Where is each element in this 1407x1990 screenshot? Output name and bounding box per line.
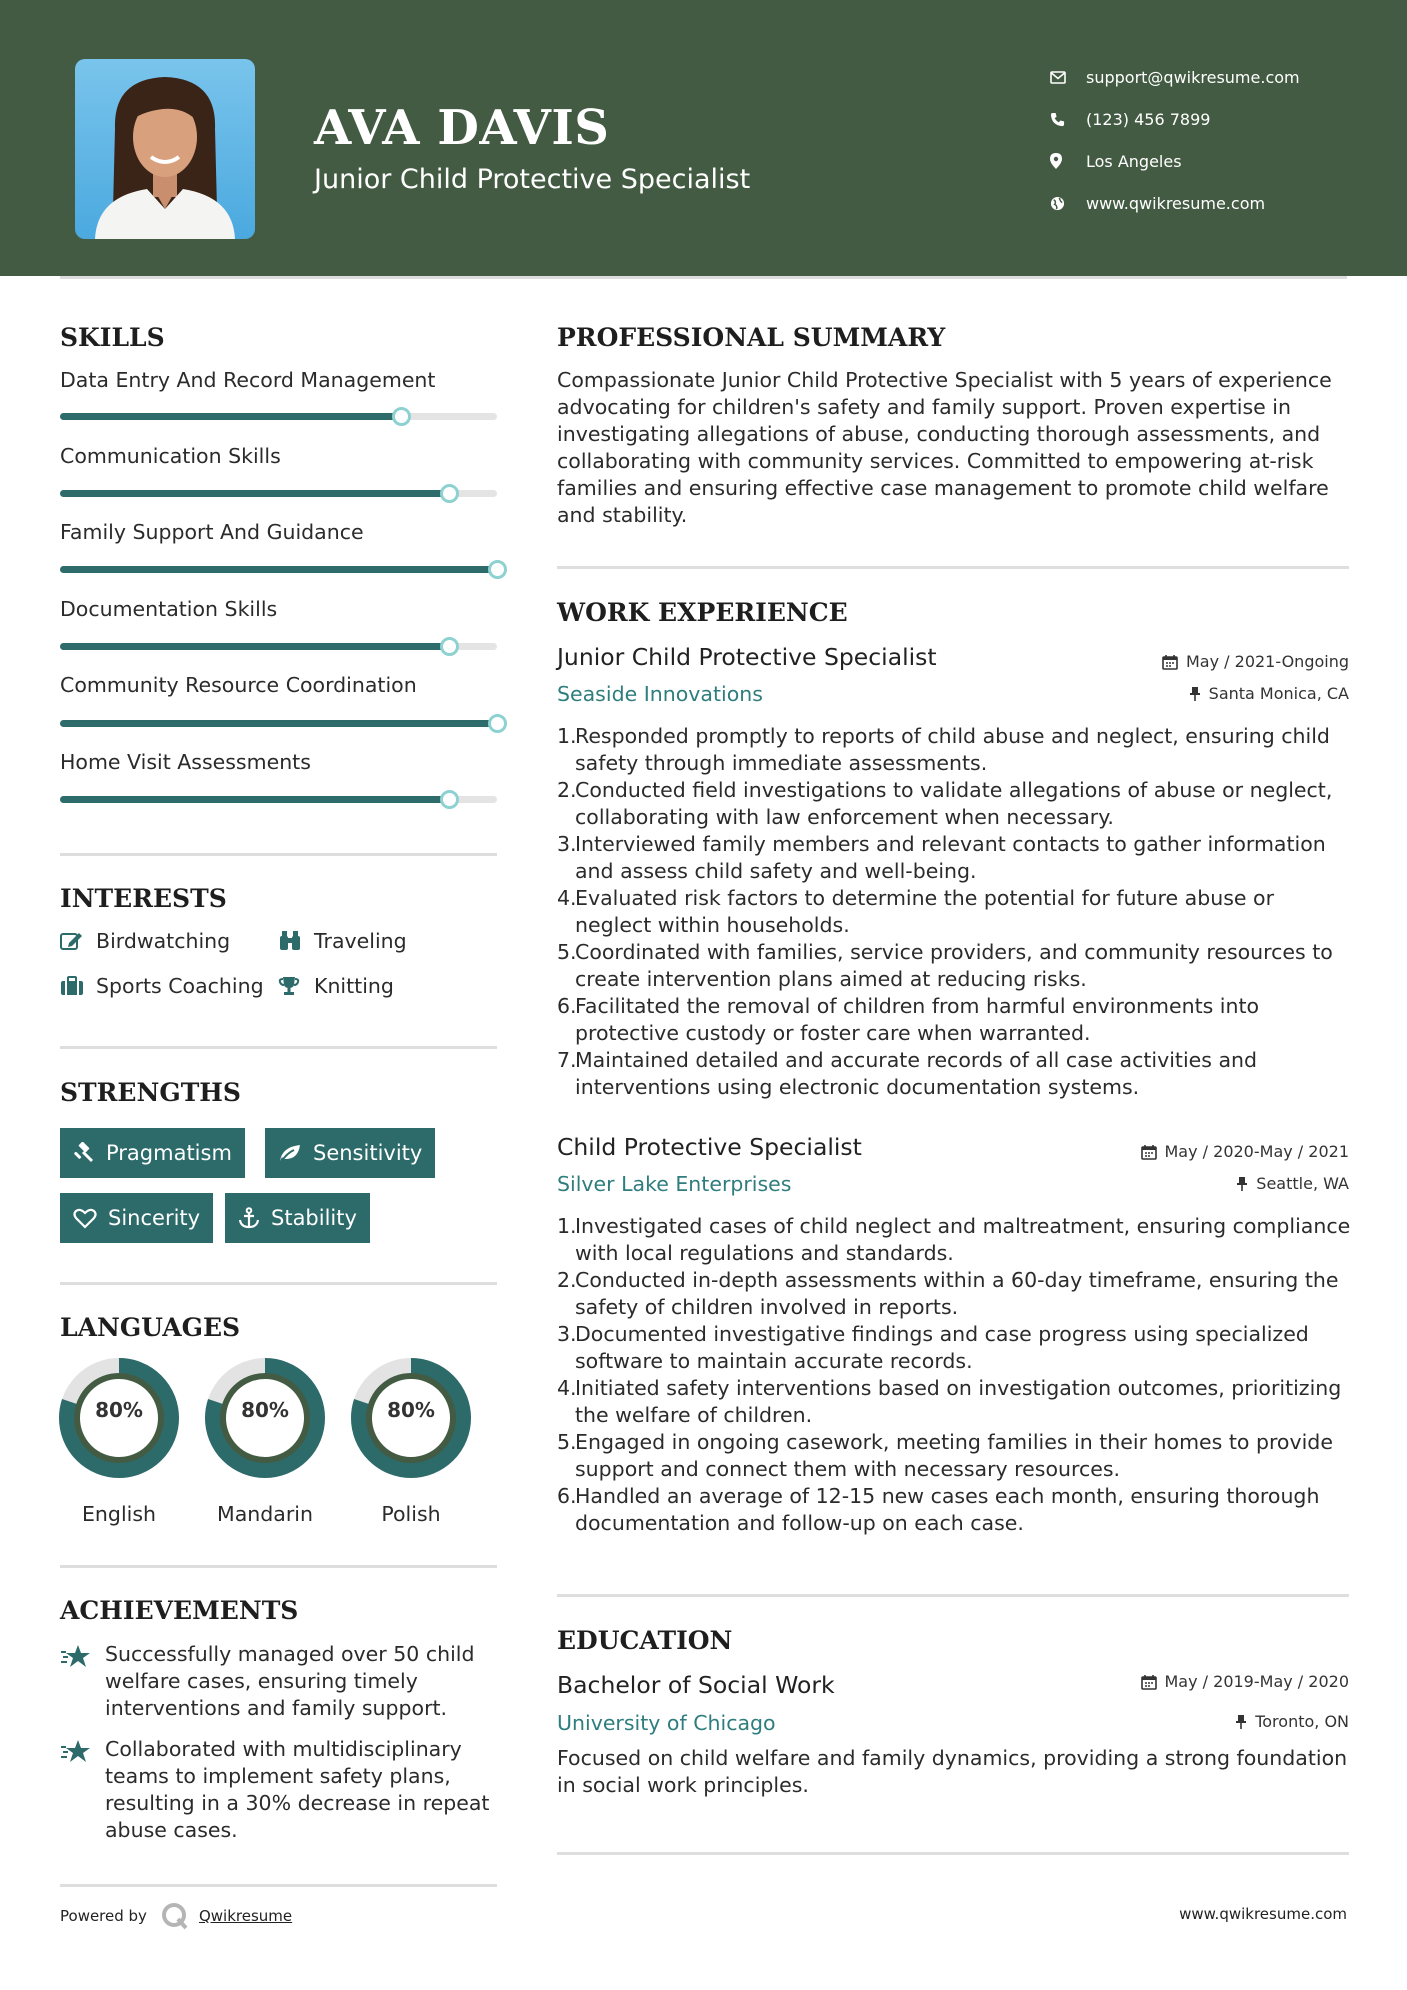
interest-label: Traveling <box>314 929 407 953</box>
job-bullet: 7. Maintained detailed and accurate records of all case activities and interventions using electronic documentation systems. <box>557 1047 1352 1101</box>
job-location-text: Santa Monica, CA <box>1208 684 1349 703</box>
job-bullet: 3. Documented investigative findings and case progress using specialized software to maintain accurate records. <box>557 1321 1352 1375</box>
skill-bar-knob <box>440 484 459 503</box>
interests-heading: INTERESTS <box>60 884 227 913</box>
education-dates-text: May / 2019-May / 2020 <box>1164 1672 1349 1691</box>
powered-by <box>60 1902 292 1930</box>
skill-bar-fill <box>60 643 449 650</box>
section-divider <box>557 1594 1349 1597</box>
education-description: Focused on child welfare and family dynamics, providing a strong foundation in social work principles. <box>557 1746 1348 1797</box>
contact-website[interactable] <box>1050 182 1300 224</box>
skill-bar-fill <box>60 490 449 497</box>
section-divider <box>60 1282 497 1285</box>
qwikresume-logo-icon <box>161 1902 189 1930</box>
strengths-heading: STRENGTHS <box>60 1078 241 1107</box>
job-bullet: 1. Investigated cases of child neglect and maltreatment, ensuring compliance with local regulations and standards. <box>557 1214 1351 1265</box>
language-percent: 80% <box>95 1398 143 1422</box>
skill-bar-fill <box>60 796 449 803</box>
skill-bar-knob <box>488 714 507 733</box>
summary-text: Compassionate Junior Child Protective Specialist with 5 years of experience advocating for children's safety and family support. Proven expertise in investigating allegations of abuse, conducting thorough assessments, and collaborating with community services. Committed to empowering at-risk families and ensuring effective case management to promote child welfare and stability. <box>557 368 1332 527</box>
school-name: University of Chicago <box>557 1711 776 1735</box>
language-item <box>57 1356 181 1526</box>
job-dates <box>1141 1142 1350 1161</box>
pushpin-icon <box>1236 1176 1248 1192</box>
languages-heading: LANGUAGES <box>60 1313 241 1342</box>
strength-chip <box>60 1193 213 1243</box>
job-bullet-text: Initiated safety interventions based on investigation outcomes, prioritizing the welfare of children. <box>575 1376 1342 1427</box>
job-location-text: Seattle, WA <box>1256 1174 1349 1193</box>
gavel-icon <box>73 1142 95 1164</box>
leaf-icon <box>278 1143 302 1163</box>
job-bullet-text: Investigated cases of child neglect and maltreatment, ensuring compliance with local regulations and standards. <box>575 1214 1351 1265</box>
language-name: Polish <box>381 1502 441 1526</box>
experience-heading: WORK EXPERIENCE <box>557 598 848 627</box>
strength-chip <box>225 1193 370 1243</box>
section-divider <box>60 1884 497 1887</box>
contact-phone[interactable] <box>1050 98 1300 140</box>
education-dates <box>1141 1672 1350 1691</box>
skill-bar <box>60 566 497 573</box>
strength-label: Sensitivity <box>313 1141 423 1165</box>
phone-icon <box>1050 112 1086 127</box>
job-title: Junior Child Protective Specialist <box>557 643 937 671</box>
contact-email[interactable] <box>1050 56 1300 98</box>
job-dates-text: May / 2020-May / 2021 <box>1164 1142 1349 1161</box>
company-name: Silver Lake Enterprises <box>557 1172 792 1196</box>
star-icon <box>60 1736 105 1844</box>
language-name: English <box>81 1502 157 1526</box>
job-bullet-text: Evaluated risk factors to determine the potential for future abuse or neglect within households. <box>575 886 1275 937</box>
strength-chip <box>60 1128 245 1178</box>
skill-bar-knob <box>440 637 459 656</box>
skill-label: Documentation Skills <box>60 597 278 621</box>
job-bullet-text: Conducted field investigations to validate allegations of abuse or neglect, collaborating with law enforcement when necessary. <box>575 778 1333 829</box>
achievement-text: Successfully managed over 50 child welfare cases, ensuring timely interventions and family support. <box>105 1642 475 1720</box>
header-divider <box>60 276 1347 279</box>
job-bullet: 4. Evaluated risk factors to determine the potential for future abuse or neglect within households. <box>557 885 1352 939</box>
skill-bar <box>60 413 497 420</box>
strength-chip <box>265 1128 435 1178</box>
contact-list <box>1050 56 1300 224</box>
strength-label: Pragmatism <box>106 1141 232 1165</box>
skill-label: Home Visit Assessments <box>60 750 311 774</box>
job-bullet: 2. Conducted in-depth assessments within a 60-day timeframe, ensuring the safety of children involved in reports. <box>557 1267 1352 1321</box>
job-bullets <box>557 723 1352 1101</box>
map-pin-icon <box>1050 153 1086 169</box>
candidate-title: Junior Child Protective Specialist <box>314 164 751 195</box>
edit-icon <box>60 931 96 951</box>
contact-email-text: support@qwikresume.com <box>1086 67 1300 87</box>
profile-photo <box>75 59 255 239</box>
education-location-text: Toronto, ON <box>1255 1712 1349 1731</box>
job-bullet: 6. Facilitated the removal of children from harmful environments into protective custody or foster care when warranted. <box>557 993 1352 1047</box>
contact-location <box>1050 140 1300 182</box>
job-bullet: 1. Responded promptly to reports of child abuse and neglect, ensuring child safety through immediate assessments. <box>557 723 1352 777</box>
achievement-item <box>60 1641 505 1722</box>
job-bullet: 4. Initiated safety interventions based on investigation outcomes, prioritizing the welfare of children. <box>557 1375 1352 1429</box>
job-bullet: 5. Coordinated with families, service providers, and community resources to create intervention plans aimed at reducing risks. <box>557 939 1352 993</box>
skill-bar <box>60 490 497 497</box>
section-divider <box>557 566 1349 569</box>
job-bullet: 5. Engaged in ongoing casework, meeting families in their homes to provide support and connect them with necessary resources. <box>557 1429 1352 1483</box>
job-bullet: 3. Interviewed family members and relevant contacts to gather information and assess child safety and well-being. <box>557 831 1352 885</box>
job-bullet: 2. Conducted field investigations to validate allegations of abuse or neglect, collaborating with law enforcement when necessary. <box>557 777 1352 831</box>
skill-bar-fill <box>60 566 497 573</box>
interest-label: Knitting <box>314 974 394 998</box>
job-bullet-text: Facilitated the removal of children from harmful environments into protective custody or foster care when warranted. <box>575 994 1260 1045</box>
section-divider <box>60 853 497 856</box>
job-location <box>1236 1174 1349 1193</box>
job-bullet-text: Coordinated with families, service providers, and community resources to create intervention plans aimed at reducing risks. <box>575 940 1333 991</box>
interest-label: Birdwatching <box>96 929 231 953</box>
education-heading: EDUCATION <box>557 1626 733 1655</box>
job-bullet-text: Engaged in ongoing casework, meeting families in their homes to provide support and connect them with necessary resources. <box>575 1430 1333 1481</box>
skill-label: Data Entry And Record Management <box>60 368 436 392</box>
education-location <box>1235 1712 1349 1731</box>
achievement-item <box>60 1736 505 1844</box>
section-divider <box>557 1852 1349 1855</box>
calendar-icon <box>1141 1144 1157 1160</box>
company-name: Seaside Innovations <box>557 682 763 706</box>
globe-icon <box>1050 196 1086 211</box>
strength-label: Sincerity <box>108 1206 201 1230</box>
resume-header <box>0 0 1407 276</box>
briefcase-icon <box>60 976 96 996</box>
skill-label: Community Resource Coordination <box>60 673 417 697</box>
interest-label: Sports Coaching <box>96 974 264 998</box>
section-divider <box>60 1046 497 1049</box>
trophy-icon <box>278 975 314 997</box>
achievements-heading: ACHIEVEMENTS <box>60 1596 299 1625</box>
pushpin-icon <box>1189 686 1201 702</box>
language-percent: 80% <box>241 1398 289 1422</box>
interest-item <box>60 929 230 953</box>
job-bullet-text: Handled an average of 12-15 new cases each month, ensuring thorough documentation and follow-up on each case. <box>575 1484 1320 1535</box>
skill-bar-fill <box>60 413 401 420</box>
job-bullet-text: Documented investigative findings and case progress using specialized software to maintain accurate records. <box>575 1322 1309 1373</box>
job-bullet-text: Maintained detailed and accurate records of all case activities and interventions using electronic documentation systems. <box>575 1048 1258 1099</box>
contact-phone-text: (123) 456 7899 <box>1086 109 1211 129</box>
skill-bar <box>60 796 497 803</box>
job-bullet-text: Conducted in-depth assessments within a 60-day timeframe, ensuring the safety of children involved in reports. <box>575 1268 1339 1319</box>
strength-label: Stability <box>271 1206 357 1230</box>
skills-heading: SKILLS <box>60 323 165 352</box>
heart-icon <box>73 1208 97 1229</box>
footer-website-link[interactable]: www.qwikresume.com <box>1179 1905 1347 1923</box>
skill-bar-knob <box>440 790 459 809</box>
summary-heading: PROFESSIONAL SUMMARY <box>557 323 946 352</box>
contact-location-text: Los Angeles <box>1086 151 1182 171</box>
skill-label: Communication Skills <box>60 444 281 468</box>
language-item <box>349 1356 473 1526</box>
job-dates-text: May / 2021-Ongoing <box>1186 652 1349 671</box>
language-percent: 80% <box>387 1398 435 1422</box>
job-location <box>1189 684 1349 703</box>
interest-item <box>60 974 264 998</box>
job-bullet-text: Responded promptly to reports of child abuse and neglect, ensuring child safety through immediate assessments. <box>575 724 1330 775</box>
powered-by-text: Powered by <box>60 1907 147 1925</box>
pushpin-icon <box>1235 1714 1247 1730</box>
envelope-icon <box>1050 71 1086 84</box>
calendar-icon <box>1162 654 1178 670</box>
binoculars-icon <box>278 930 314 952</box>
star-icon <box>60 1641 105 1722</box>
calendar-icon <box>1141 1674 1157 1690</box>
job-bullet-text: Interviewed family members and relevant contacts to gather information and assess child safety and well-being. <box>575 832 1326 883</box>
skill-bar <box>60 720 497 727</box>
language-item <box>203 1356 327 1526</box>
skill-bar-knob <box>392 407 411 426</box>
anchor-icon <box>238 1207 260 1229</box>
skill-bar-knob <box>488 560 507 579</box>
interest-item <box>278 974 394 998</box>
skill-bar-fill <box>60 720 497 727</box>
degree-title: Bachelor of Social Work <box>557 1671 835 1699</box>
candidate-name: AVA DAVIS <box>314 100 610 156</box>
section-divider <box>60 1565 497 1568</box>
qwikresume-link[interactable]: Qwikresume <box>198 1907 293 1925</box>
interest-item <box>278 929 407 953</box>
contact-website-text: www.qwikresume.com <box>1086 193 1266 213</box>
language-name: Mandarin <box>217 1502 313 1526</box>
job-bullet: 6. Handled an average of 12-15 new cases each month, ensuring thorough documentation and follow-up on each case. <box>557 1483 1352 1537</box>
job-bullets <box>557 1213 1352 1537</box>
job-title: Child Protective Specialist <box>557 1133 862 1161</box>
job-dates <box>1162 652 1349 671</box>
skill-bar <box>60 643 497 650</box>
skill-label: Family Support And Guidance <box>60 520 364 544</box>
achievement-text: Collaborated with multidisciplinary teams to implement safety plans, resulting in a 30% decrease in repeat abuse cases. <box>105 1737 490 1842</box>
